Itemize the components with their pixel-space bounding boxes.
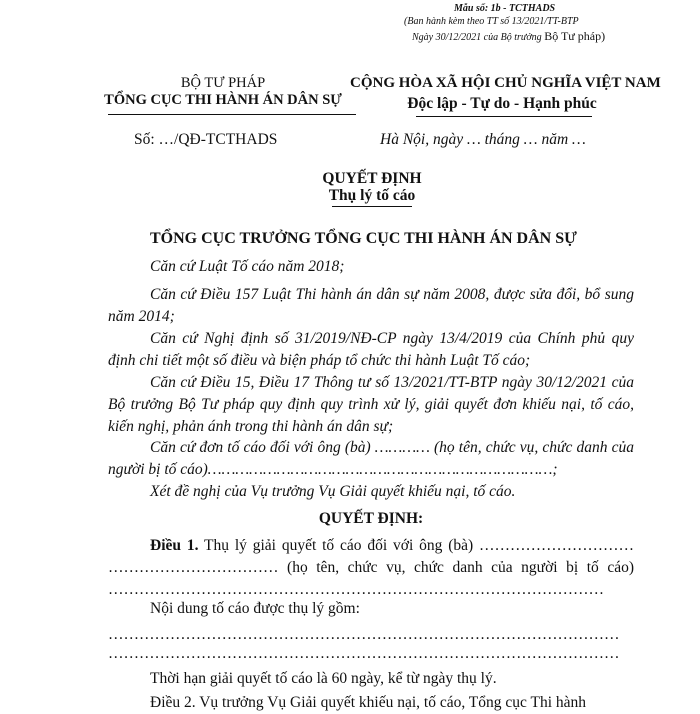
article-1-label: Điều 1.	[150, 537, 199, 554]
issuing-authority: TỔNG CỤC TRƯỞNG TỔNG CỤC THI HÀNH ÁN DÂN SỰ	[150, 230, 577, 247]
form-note-ministry: Bộ Tư pháp)	[544, 29, 606, 43]
form-note-line-2	[412, 29, 605, 44]
article-1-text: Thụ lý giải quyết tố cáo đối với ông (bà) ………………………… …………………………… (họ tên, chức vụ, chức danh của người bị tố cáo) ……………………………………………………………………………………	[108, 537, 634, 598]
form-note-date: Ngày 30/12/2021 của Bộ trưởng	[412, 32, 545, 43]
legal-basis-5: Căn cứ đơn tố cáo đối với ông (bà) ………… (họ tên, chức vụ, chức danh của người bị tố cáo)…………………………………………………………………;	[108, 439, 634, 478]
country-name: CỘNG HÒA XÃ HỘI CHỦ NGHĨA VIỆT NAM	[350, 75, 661, 91]
legal-basis-2: Căn cứ Điều 157 Luật Thi hành án dân sự năm 2008, được sửa đổi, bổ sung năm 2014;	[108, 286, 634, 325]
proposal-basis: Xét đề nghị của Vụ trưởng Vụ Giải quyết khiếu nại, tố cáo.	[150, 483, 516, 500]
department-name: TỔNG CỤC THI HÀNH ÁN DÂN SỰ	[104, 92, 342, 108]
document-number: Số: …/QĐ-TCTHADS	[134, 131, 278, 148]
national-motto: Độc lập - Tự do - Hạnh phúc	[407, 95, 597, 112]
complaint-content-dots-2: ………………………………………………………………………………………	[108, 645, 620, 662]
article-2-fragment: Điều 2. Vụ trưởng Vụ Giải quyết khiếu nại, tố cáo, Tổng cục Thi hành	[150, 694, 587, 711]
form-code: Mẫu số: 1b - TCTHADS	[454, 3, 556, 14]
resolution-deadline: Thời hạn giải quyết tố cáo là 60 ngày, kể từ ngày thụ lý.	[150, 670, 497, 687]
legal-basis-4: Căn cứ Điều 15, Điều 17 Thông tư số 13/2021/TT-BTP ngày 30/12/2021 của Bộ trưởng Bộ Tư pháp quy định quy trình xử lý, giải quyết đơn khiếu nại, tố cáo, kiến nghị, phản ánh trong thi hành án dân sự;	[108, 374, 634, 435]
complaint-content-dots-1: ………………………………………………………………………………………	[108, 626, 620, 643]
complaint-content-label: Nội dung tố cáo được thụ lý gồm:	[150, 600, 360, 617]
subtitle-underline	[332, 206, 412, 207]
document-subtitle: Thụ lý tố cáo	[328, 187, 416, 204]
document-title: QUYẾT ĐỊNH	[322, 170, 422, 187]
motto-underline	[416, 116, 592, 117]
form-note-line-1: (Ban hành kèm theo TT số 13/2021/TT-BTP	[404, 16, 579, 27]
article-1	[108, 535, 634, 601]
legal-basis-1: Căn cứ Luật Tố cáo năm 2018;	[150, 258, 345, 275]
legal-basis-3: Căn cứ Nghị định số 31/2019/NĐ-CP ngày 13/4/2019 của Chính phủ quy định chi tiết một số điều và biện pháp tổ chức thi hành Luật Tố cáo;	[108, 330, 634, 369]
place-date: Hà Nội, ngày … tháng … năm …	[380, 131, 586, 148]
department-underline	[108, 114, 356, 115]
ministry-name: BỘ TƯ PHÁP	[180, 75, 266, 91]
decision-heading: QUYẾT ĐỊNH:	[318, 510, 424, 527]
